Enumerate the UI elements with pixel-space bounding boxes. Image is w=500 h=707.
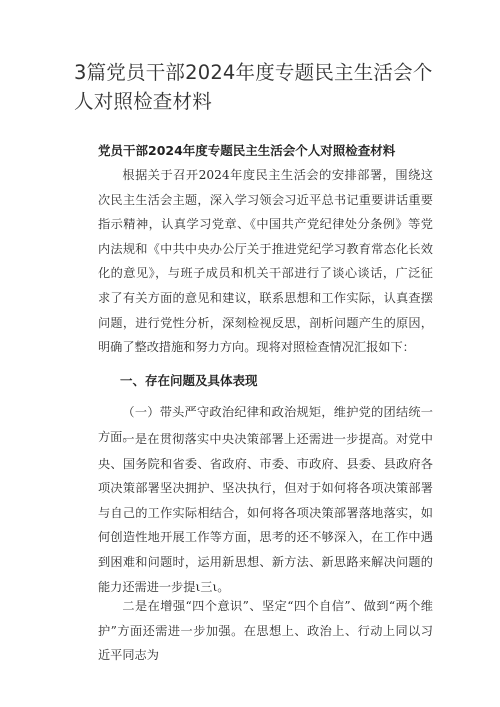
problem-point-1: 一是在贯彻落实中央决策部署上还需进一步提高。对党中央、国务院和省委、省政府、市委、市政府、县委、县政府各项决策部署坚决拥护、坚决执行，但对于如何将各项决策部署与自己的工作实际相结合，如何将各项决策部署落地落实，如何创造性地开展工作等方面，思考的还不够深入，在工作中遇到困难和问题时，运用新思想、新方法、新思路来解决问题的能力还需进一步提ι三ι。	[98, 432, 433, 594]
section-heading-problems: 一、存在问题及具体表现	[120, 373, 258, 388]
intro-paragraph: 根据关于召开2024年度民主生活会的安排部署，围绕这次民主生活会主题，深入学习领会习近平总书记重要讲话重要指示精神，认真学习党章、《中国共产党纪律处分条例》等党内法规和《中共中央办公厅关于推进党纪学习教育常态化长效化的意见》，与班子成员和机关干部进行了谈心谈话，广泛征求了有关方面的意见和建议，联系思想和工作实际，认真查摆问题，进行党性分析，深刻检视反思，剖析问题产生的原因，明确了整改措施和努力方向。现将对照检查情况汇报如下：	[98, 168, 433, 355]
material-subtitle: 党员干部2024年度专题民主生活会个人对照检查材料	[98, 143, 396, 158]
problem-point-2: 二是在增强“四个意识”、坚定“四个自信”、做到“两个维护”方面还需进一步加强。在思想上、政治上、行动上同以习近平同志为	[98, 599, 433, 663]
subsection-heading-political-discipline: （一）带头严守政治纪律和政治规矩，维护党的团结统一方面。	[98, 405, 433, 444]
document-title: 3篇党员干部2024年度专题民主生活会个人对照检查材料	[74, 61, 433, 113]
